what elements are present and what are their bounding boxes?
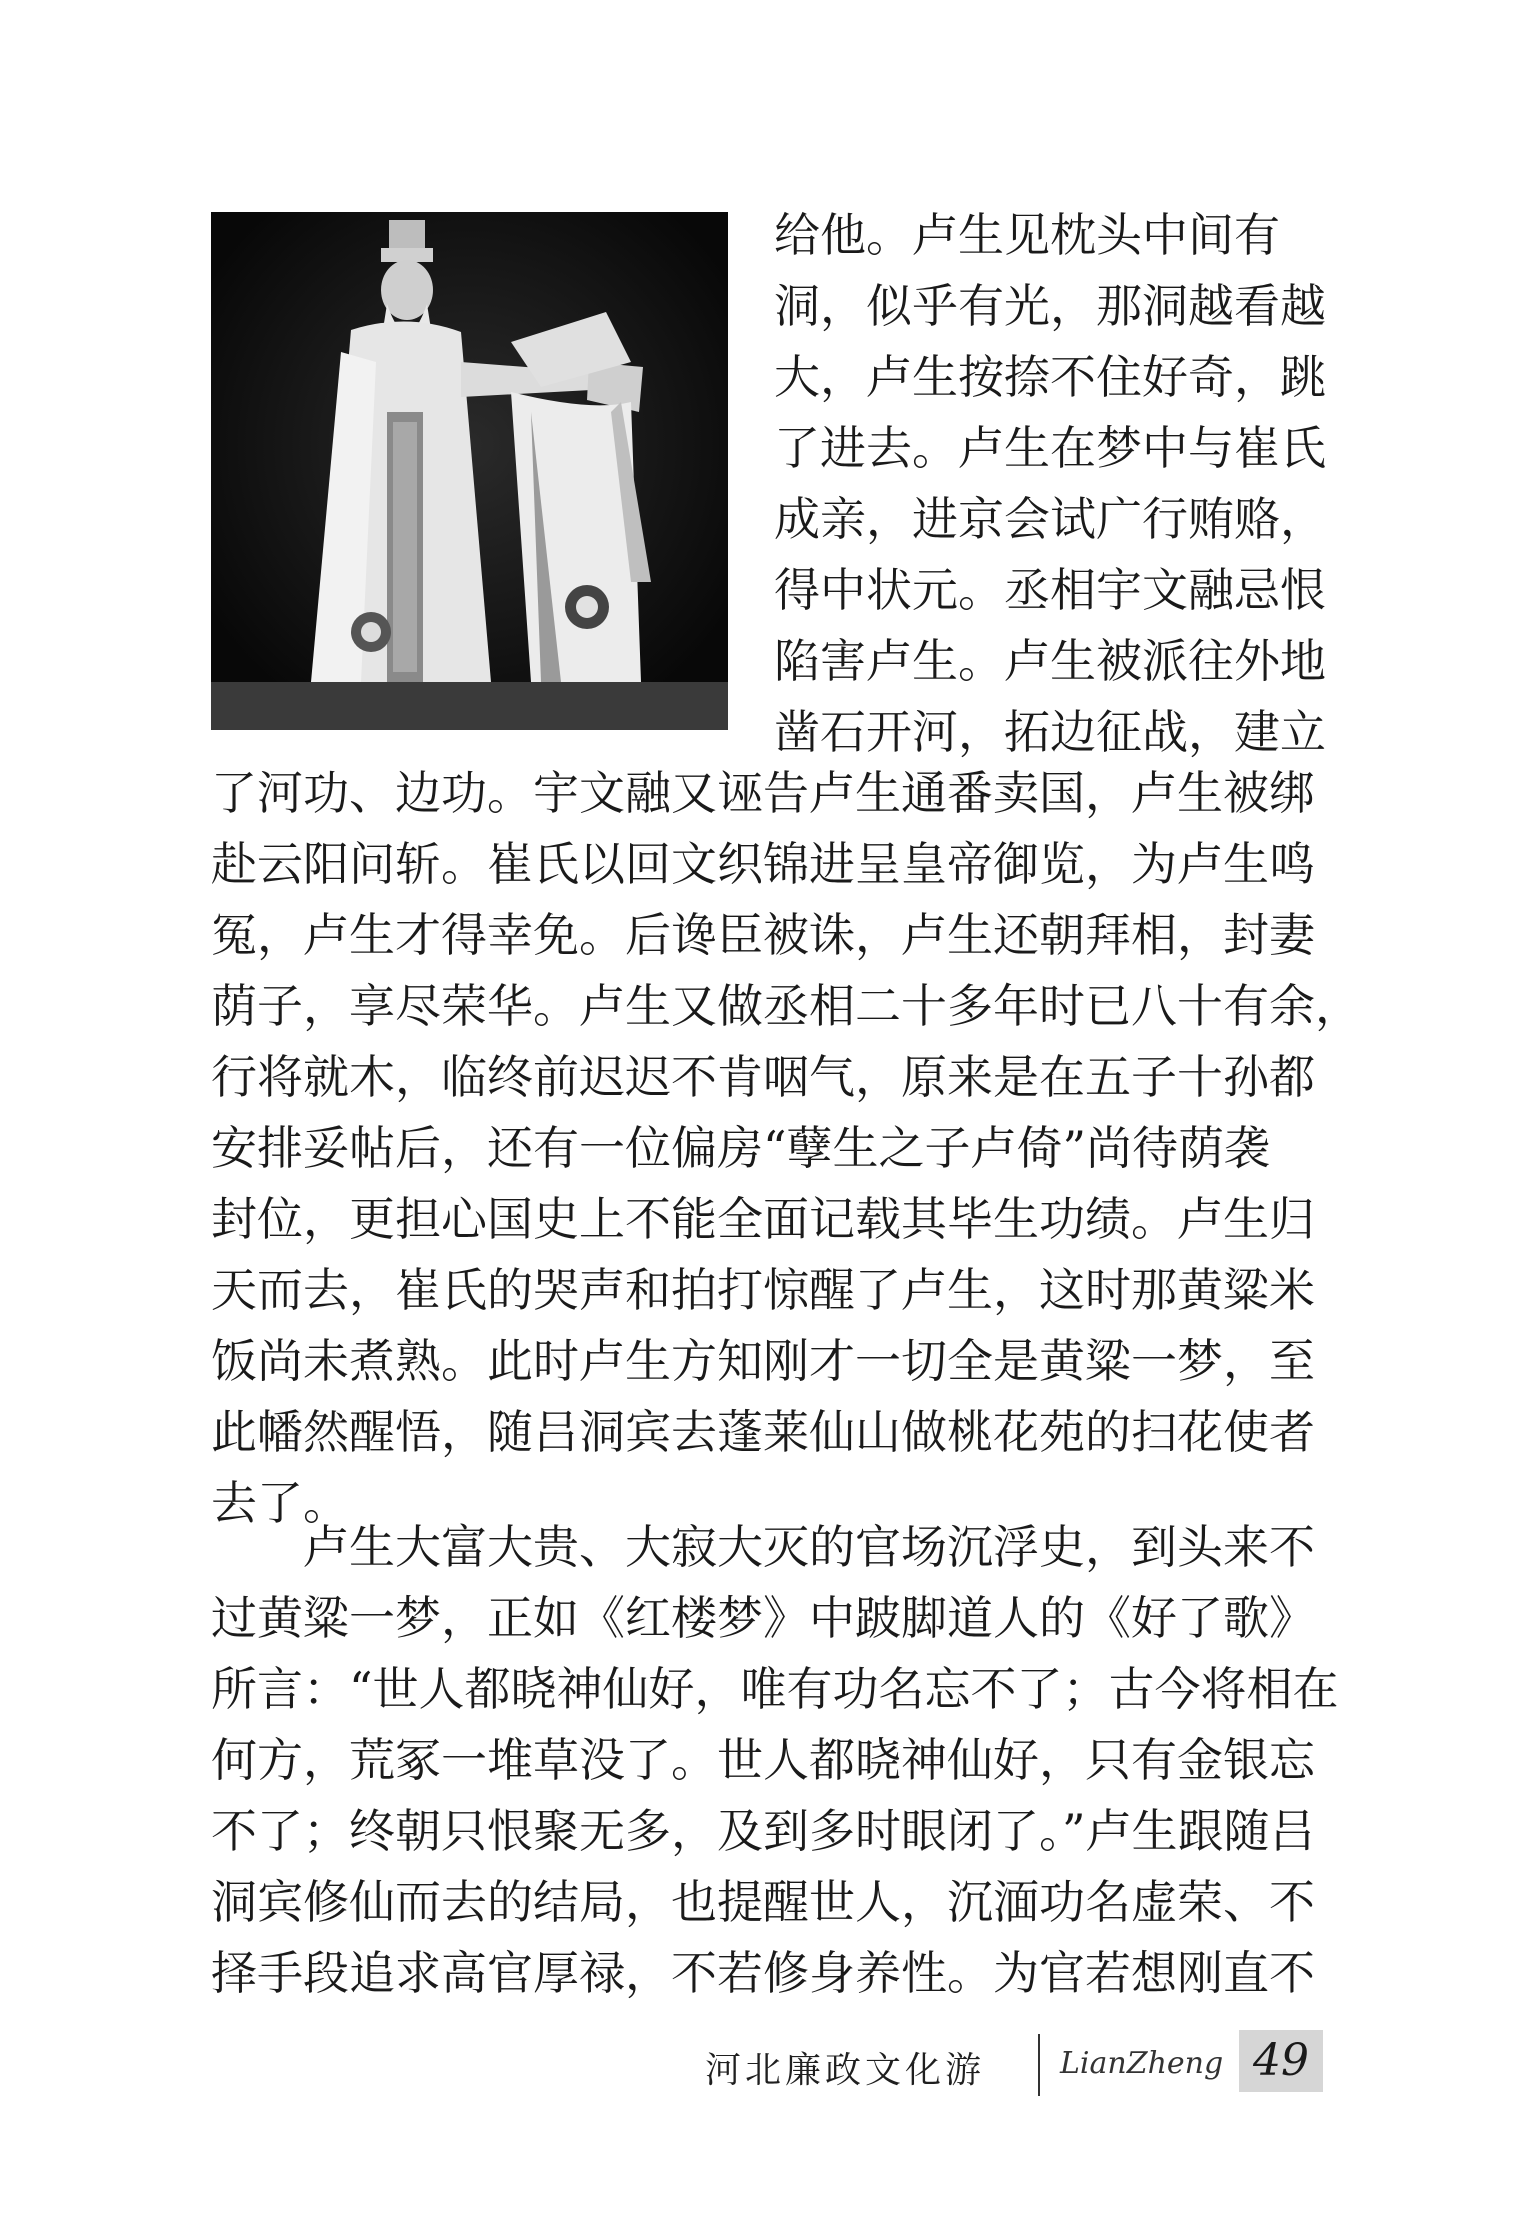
text-line: 何方，荒冢一堆草没了。世人都晓神仙好，只有金银忘 <box>211 1733 1315 1787</box>
text-line: 行将就木，临终前迟迟不肯咽气，原来是在五子十孙都 <box>211 1050 1315 1104</box>
opera-performer-photo <box>211 212 728 730</box>
series-script-label: LianZheng <box>1060 2046 1224 2081</box>
text-line: 封位，更担心国史上不能全面记载其毕生功绩。卢生归 <box>211 1192 1315 1246</box>
page-footer <box>0 2030 1536 2110</box>
text-line: 了河功、边功。宇文融又诬告卢生通番卖国，卢生被绑 <box>211 766 1315 820</box>
text-line: 得中状元。丞相宇文融忌恨 <box>774 563 1326 617</box>
text-line: 安排妥帖后，还有一位偏房“孽生之子卢倚”尚待荫袭 <box>211 1121 1271 1175</box>
text-line: 成亲，进京会试广行贿赂， <box>774 492 1326 546</box>
text-line: 凿石开河，拓边征战，建立 <box>774 705 1326 759</box>
paragraph-start-line: 卢生大富大贵、大寂大灭的官场沉浮史，到头来不 <box>303 1520 1315 1574</box>
book-title: 河北廉政文化游 <box>705 2050 986 2091</box>
text-line: 冤，卢生才得幸免。后谗臣被诛，卢生还朝拜相，封妻 <box>211 908 1315 962</box>
text-line: 过黄粱一梦，正如《红楼梦》中跛脚道人的《好了歌》 <box>211 1591 1315 1645</box>
text-line: 大，卢生按捺不住好奇，跳 <box>774 350 1326 404</box>
text-line: 不了；终朝只恨聚无多，及到多时眼闭了。”卢生跟随吕 <box>211 1804 1316 1858</box>
text-line: 荫子，享尽荣华。卢生又做丞相二十多年时已八十有余， <box>211 979 1361 1033</box>
text-line: 赴云阳问斩。崔氏以回文织锦进呈皇帝御览，为卢生鸣 <box>211 837 1315 891</box>
text-line: 去了。 <box>211 1476 349 1530</box>
page-number: 49 <box>1239 2030 1323 2092</box>
text-line: 洞，似乎有光，那洞越看越 <box>774 279 1326 333</box>
text-line: 给他。卢生见枕头中间有 <box>774 208 1280 262</box>
text-line: 天而去，崔氏的哭声和拍打惊醒了卢生，这时那黄粱米 <box>211 1263 1315 1317</box>
text-line: 饭尚未煮熟。此时卢生方知刚才一切全是黄粱一梦，至 <box>211 1334 1315 1388</box>
text-line: 了进去。卢生在梦中与崔氏 <box>774 421 1326 475</box>
text-line: 此幡然醒悟，随吕洞宾去蓬莱仙山做桃花苑的扫花使者 <box>211 1405 1315 1459</box>
text-line: 择手段追求高官厚禄，不若修身养性。为官若想刚直不 <box>211 1946 1315 2000</box>
text-line: 所言：“世人都晓神仙好，唯有功名忘不了；古今将相在 <box>211 1662 1339 1716</box>
footer-divider <box>1038 2034 1040 2096</box>
text-line: 洞宾修仙而去的结局，也提醒世人，沉湎功名虚荣、不 <box>211 1875 1315 1929</box>
text-line: 陷害卢生。卢生被派往外地 <box>774 634 1326 688</box>
